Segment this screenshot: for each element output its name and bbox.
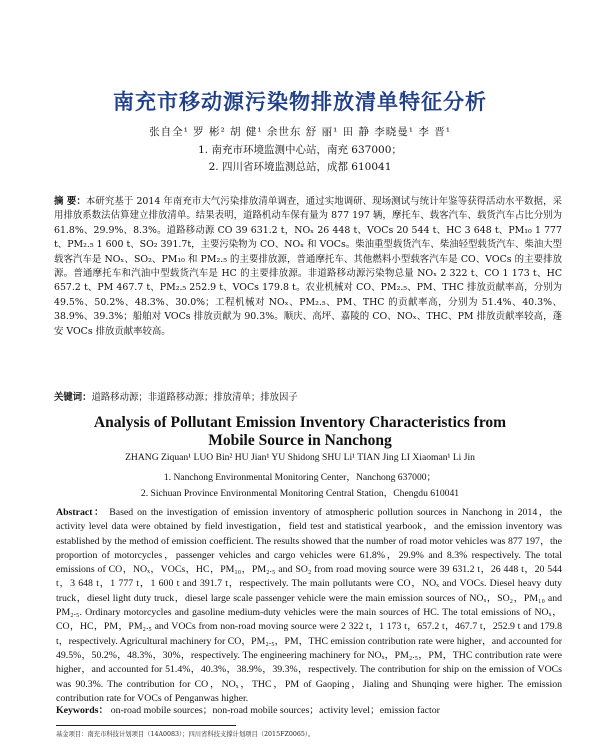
- chinese-affiliation-2: 2. 四川省环境监测总站，成都 610041: [208, 161, 392, 173]
- chinese-keywords: [54, 391, 562, 405]
- english-title-line-1: Analysis of Pollutant Emission Inventory Characteristics from: [93, 414, 507, 431]
- english-title: [0, 414, 600, 450]
- english-keywords-label: Keywords：: [56, 705, 109, 716]
- english-affiliation-1: 1. Nanchong Environmental Monitoring Center，Nanchong 637000；: [163, 472, 437, 483]
- english-keywords: [56, 704, 562, 718]
- chinese-keywords-text: 道路移动源；非道路移动源；排放清单；排放因子: [91, 392, 298, 403]
- chinese-keywords-label: 关键词：: [54, 392, 92, 403]
- chinese-affiliation-1: 1. 南充市环境监测中心站，南充 637000；: [198, 144, 402, 156]
- english-abstract-label: Abstract：: [56, 507, 106, 518]
- english-abstract-text: Based on the investigation of emission inventory of atmospheric pollution sources in Nanchong in 2014，the activity level data were obtained by field investigation，field test and statistical yearbook，and the emission inventory was established by the method of emission coefficient. The results showed that the number of road motor vehicles was 877 197，the proportion of motorcycles，passenger vehicles and cargo vehicles were 61.8%，29.9% and 8.3% respectively. The total emissions of CO，NOₓ，VOCs，HC，PM₁₀，PM₂.₅ and SO₂ from road moving source were 39 631.2 t，26 448 t，20 544 t，3 648 t，1 777 t，1 600 t and 391.7 t，respectively. The main pollutants were CO，NOₓ and VOCs. Diesel heavy duty truck，diesel light duty truck，diesel large scale passenger vehicle were the main emission sources of NOₓ，SO₂，PM₁₀ and PM₂.₅. Ordinary motorcycles and gasoline medium-duty vehicles were the main sources of HC. The total emissions of NOₓ，CO，HC，PM，PM₂.₅ and VOCs from non-road moving source were 2 322 t，1 173 t，657.2 t，467.7 t，252.9 t and 179.8 t，respectively. Agricultural machinery for CO，PM₂.₅，PM，THC emission contribution rate were higher，and accounted for 49.5%，50.2%，48.3%，30%，respectively. The engineering machinery for NOₓ，PM₂.₅，PM，THC contribution rate were higher，and accounted for 51.4%，40.3%，38.9%，39.3%，respectively. The contribution for ship on the emission of VOCs was 90.3%. The contribution for CO，NOₓ，THC，PM of Gaoping，Jialing and Shunqing were higher. The emission contribution rate for VOCs of Penganwas higher.: [56, 507, 562, 704]
- chinese-abstract-label: 摘 要：: [54, 196, 86, 207]
- english-affiliation-2: 2. Sichuan Province Environmental Monitoring Central Station，Chengdu 610041: [140, 488, 460, 499]
- chinese-title: 南充市移动源污染物排放清单特征分析: [113, 89, 487, 114]
- chinese-abstract-text: 本研究基于 2014 年南充市大气污染排放清单调查，通过实地调研、现场测试与统计年鉴等获得活动水平数据，采用排放系数法估算建立排放清单。结果表明，道路机动车保有量为 877 197 辆，摩托车、载客汽车、载货汽车占比分别为 61.8%、29.9%、8.3%。道路移动源 CO 39 631.2 t，NOₓ 26 448 t、VOCs 20 544 t、HC 3 648 t、PM₁₀ 1 777 t、PM₂.₅ 1 600 t、SO₂ 391.7t，主要污染物为 CO、NOₓ 和 VOCs。柴油重型载货汽车、柴油轻型载货汽车、柴油大型载客汽车是 NOₓ、SO₂、PM₁₀ 和 PM₂.₅ 的主要排放源，普通摩托车、其他燃料小型载客汽车是 CO、VOCs 的主要排放源。普通摩托车和汽油中型载货汽车是 HC 的主要排放源。非道路移动源污染物总量 NOₓ 2 322 t、CO 1 173 t、HC 657.2 t、PM 467.7 t、PM₂.₅ 252.9 t、VOCs 179.8 t。农业机械对 CO、PM₂.₅、PM、THC 排放贡献率高，分别为 49.5%、50.2%、48.3%、30.0%；工程机械对 NOₓ、PM₂.₅、PM、THC 的贡献率高，分别为 51.4%、40.3%、38.9%、39.3%；船舶对 VOCs 排放贡献为 90.3%。顺庆、高坪、嘉陵的 CO、NOₓ、THC、PM 排放贡献率较高，蓬安 VOCs 排放贡献率较高。: [54, 196, 563, 337]
- english-abstract: [56, 506, 562, 706]
- footnote-divider: [56, 725, 236, 726]
- english-keywords-text: on-road mobile sources；non-road mobile sources；activity level；emission factor: [110, 705, 440, 716]
- english-authors: ZHANG Ziquan¹ LUO Bin² HU Jian¹ YU Shidong SHU Li¹ TIAN Jing LI Xiaoman¹ Li Jin: [125, 452, 475, 463]
- funding-footnote: 基金项目：南充市科技计划项目（14A0083）；四川省科技支撑计划项目（2015FZ0065）。: [56, 731, 315, 738]
- chinese-authors: 张自全¹ 罗 彬² 胡 健¹ 余世东 舒 丽¹ 田 静 李晓曼¹ 李 晋¹: [149, 126, 451, 138]
- english-title-line-2: Mobile Source in Nanchong: [208, 432, 392, 449]
- chinese-abstract: [54, 195, 562, 339]
